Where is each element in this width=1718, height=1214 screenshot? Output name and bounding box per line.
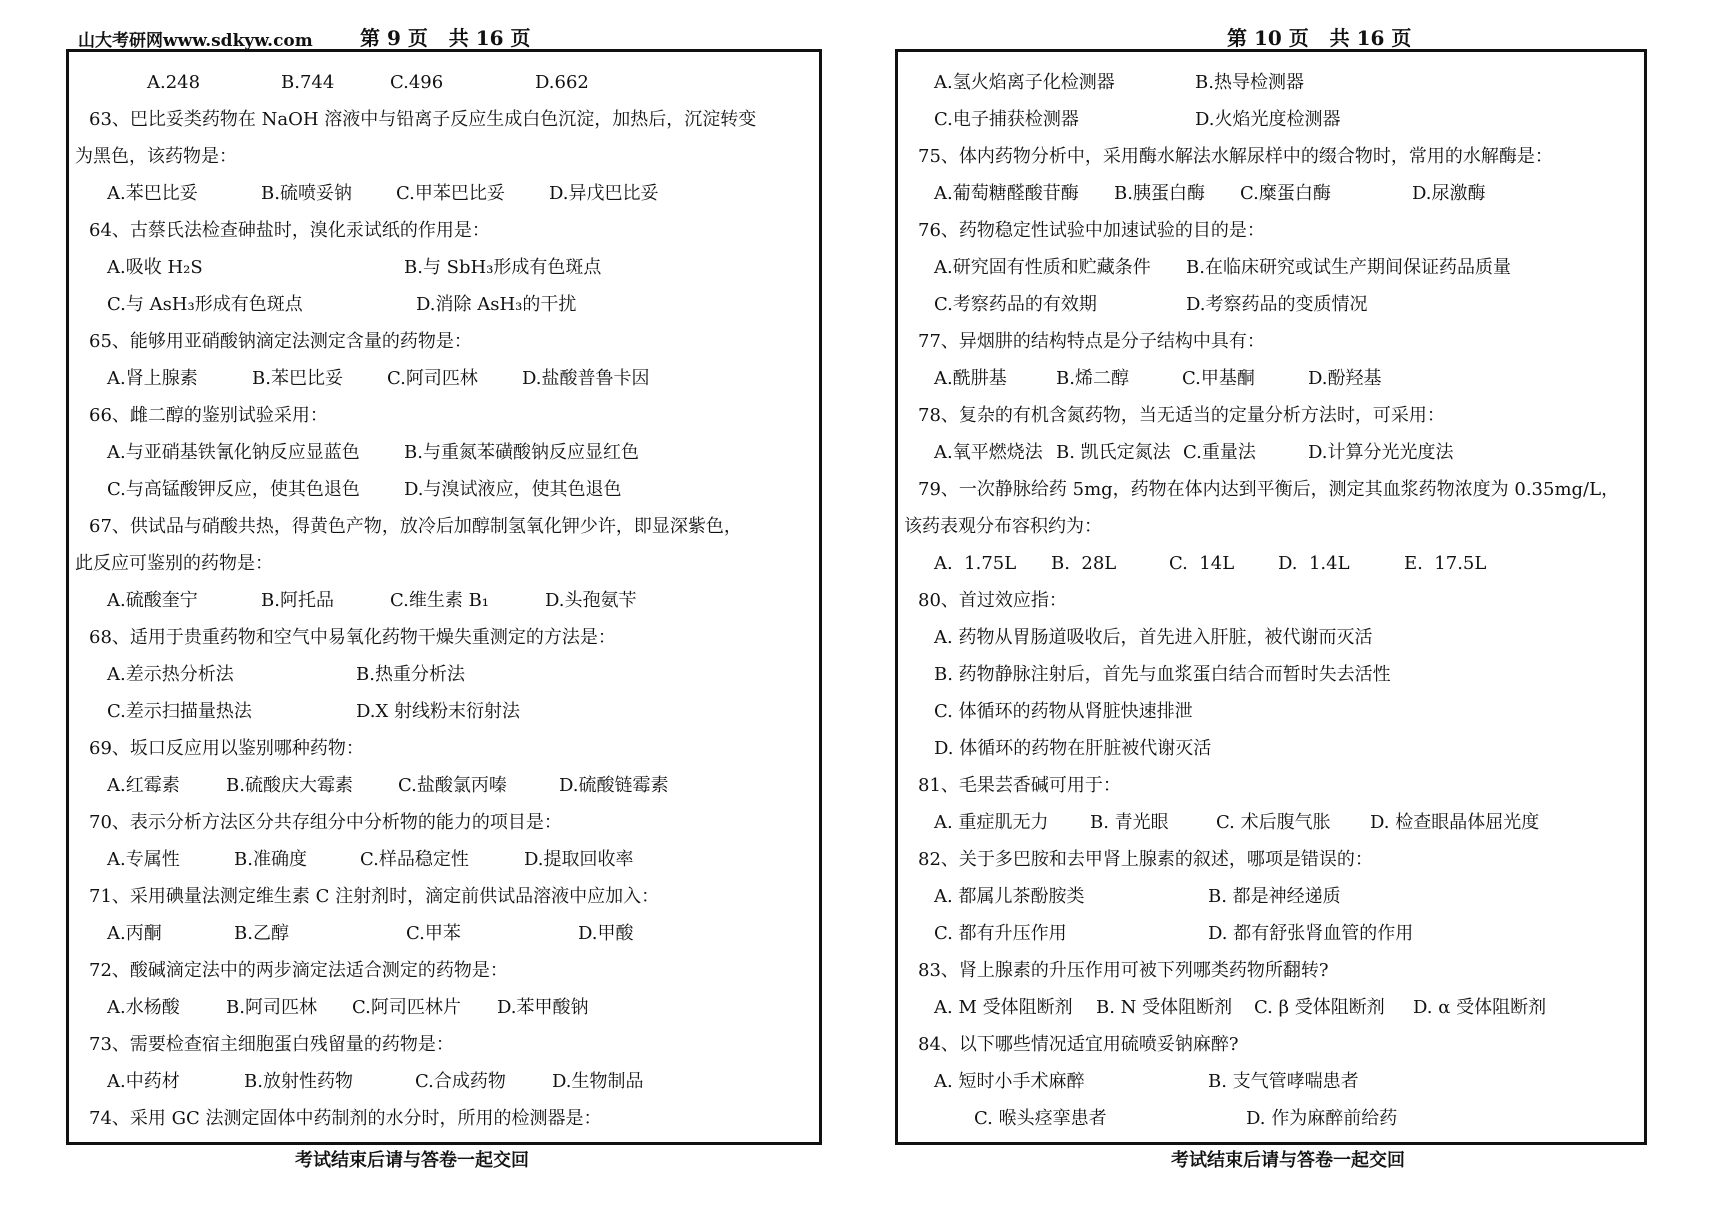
options-row: [898, 619, 1644, 656]
answer-option: D.头孢氨苄: [545, 590, 637, 611]
answer-option: B. 青光眼: [1090, 812, 1169, 833]
question-stem: 80、首过效应指：: [918, 590, 1067, 611]
answer-option: C.盐酸氯丙嗪: [398, 775, 507, 796]
answer-option: C.样品稳定性: [360, 849, 469, 870]
options-row: [69, 693, 819, 730]
answer-option: A.中药材: [107, 1071, 180, 1092]
answer-option: A.肾上腺素: [107, 368, 198, 389]
answer-option: B.热重分析法: [356, 664, 465, 685]
answer-option: A.研究固有性质和贮藏条件: [934, 257, 1151, 278]
header-page-number: 第 9 页 共 16 页: [360, 26, 531, 50]
options-row: [69, 434, 819, 471]
answer-option: A.氧平燃烧法: [934, 442, 1043, 463]
options-row: [69, 915, 819, 952]
answer-option: D.硫酸链霉素: [559, 775, 669, 796]
options-row: [69, 841, 819, 878]
answer-option: B.乙醇: [234, 923, 289, 944]
options-row: [69, 175, 819, 212]
answer-option: A.丙酮: [107, 923, 162, 944]
answer-option: C.维生素 B₁: [390, 590, 490, 611]
question-stem: 77、异烟肼的结构特点是分子结构中具有：: [918, 331, 1265, 352]
options-row: [898, 656, 1644, 693]
answer-option: B.在临床研究或试生产期间保证药品质量: [1186, 257, 1511, 278]
answer-option: C.重量法: [1183, 442, 1256, 463]
answer-option: A.差示热分析法: [107, 664, 234, 685]
question-box: [66, 49, 822, 1145]
options-row: [898, 434, 1644, 471]
answer-option: C.差示扫描量热法: [107, 701, 252, 722]
answer-option: C.甲苯巴比妥: [396, 183, 505, 204]
answer-option: B. 凯氏定氮法: [1056, 442, 1171, 463]
answer-option: B.放射性药物: [244, 1071, 353, 1092]
answer-option: B.阿托品: [261, 590, 334, 611]
answer-option: B.准确度: [234, 849, 307, 870]
answer-option: C. 体循环的药物从肾脏快速排泄: [934, 701, 1193, 722]
answer-option: C. β 受体阻断剂: [1254, 997, 1385, 1018]
options-row: [898, 915, 1644, 952]
answer-option: B.与 SbH₃形成有色斑点: [404, 257, 602, 278]
answer-option: D.计算分光光度法: [1308, 442, 1454, 463]
question-stem: 79、一次静脉给药 5mg，药物在体内达到平衡后，测定其血浆药物浓度为 0.35mg/L，: [918, 479, 1620, 500]
answer-option: B.胰蛋白酶: [1114, 183, 1205, 204]
answer-option: A.红霉素: [107, 775, 180, 796]
answer-option: D.生物制品: [552, 1071, 644, 1092]
options-row: [898, 360, 1644, 397]
answer-option: B.阿司匹林: [226, 997, 317, 1018]
question-stem: 72、酸碱滴定法中的两步滴定法适合测定的药物是：: [89, 960, 508, 981]
answer-option: D.酚羟基: [1308, 368, 1382, 389]
question-stem: 82、关于多巴胺和去甲肾上腺素的叙述，哪项是错误的：: [918, 849, 1373, 870]
answer-option: D. 1.4L: [1278, 553, 1350, 574]
answer-option: B.硫喷妥钠: [261, 183, 352, 204]
question-stem: 63、巴比妥类药物在 NaOH 溶液中与铅离子反应生成白色沉淀，加热后，沉淀转变: [89, 109, 757, 130]
question-stem: 75、体内药物分析中，采用酶水解法水解尿样中的缀合物时，常用的水解酶是：: [918, 146, 1553, 167]
answer-option: C.阿司匹林: [387, 368, 478, 389]
question-stem: 76、药物稳定性试验中加速试验的目的是：: [918, 220, 1265, 241]
answer-option: A. M 受体阻断剂: [934, 997, 1073, 1018]
question-stem: 84、以下哪些情况适宜用硫喷妥钠麻醉?: [918, 1034, 1239, 1055]
options-row: [69, 286, 819, 323]
answer-option: C. 都有升压作用: [934, 923, 1067, 944]
options-row: [898, 1063, 1644, 1100]
answer-option: A. 药物从胃肠道吸收后，首先进入肝脏，被代谢而灭活: [934, 627, 1373, 648]
answer-option: A. 1.75L: [934, 553, 1017, 574]
answer-option: E. 17.5L: [1404, 553, 1487, 574]
header-site: 山大考研网www.sdkyw.com: [78, 31, 313, 51]
answer-option: B. 支气管哮喘患者: [1208, 1071, 1359, 1092]
options-row: [69, 1063, 819, 1100]
question-stem: 73、需要检查宿主细胞蛋白残留量的药物是：: [89, 1034, 454, 1055]
answer-option: B.744: [281, 72, 335, 93]
answer-option: D. 都有舒张肾血管的作用: [1208, 923, 1414, 944]
options-row: [898, 64, 1644, 101]
footer-note: 考试结束后请与答卷一起交回: [1171, 1150, 1405, 1171]
question-stem: 81、毛果芸香碱可用于：: [918, 775, 1121, 796]
answer-option: A.酰肼基: [934, 368, 1007, 389]
answer-option: A. 都属儿茶酚胺类: [934, 886, 1085, 907]
answer-option: C.甲基酮: [1182, 368, 1255, 389]
options-row: [69, 64, 819, 101]
answer-option: A.248: [147, 72, 201, 93]
question-stem: 65、能够用亚硝酸钠滴定法测定含量的药物是：: [89, 331, 472, 352]
answer-option: A.葡萄糖醛酸苷酶: [934, 183, 1079, 204]
answer-option: B. N 受体阻断剂: [1096, 997, 1233, 1018]
answer-option: C.考察药品的有效期: [934, 294, 1097, 315]
answer-option: B.热导检测器: [1195, 72, 1304, 93]
options-row: [898, 101, 1644, 138]
right-page: [859, 0, 1718, 1214]
question-stem: 66、雌二醇的鉴别试验采用：: [89, 405, 328, 426]
answer-option: D.尿激酶: [1412, 183, 1486, 204]
answer-option: A.水杨酸: [107, 997, 180, 1018]
options-row: [898, 693, 1644, 730]
answer-option: C.与高锰酸钾反应，使其色退色: [107, 479, 360, 500]
answer-option: C.甲苯: [406, 923, 461, 944]
answer-option: D.考察药品的变质情况: [1186, 294, 1368, 315]
answer-option: D.提取回收率: [524, 849, 634, 870]
options-row: [69, 767, 819, 804]
options-row: [898, 175, 1644, 212]
answer-option: D. 检查眼晶体屈光度: [1370, 812, 1540, 833]
answer-option: B. 都是神经递质: [1208, 886, 1341, 907]
answer-option: D.苯甲酸钠: [497, 997, 589, 1018]
question-stem: 74、采用 GC 法测定固体中药制剂的水分时，所用的检测器是：: [89, 1108, 602, 1129]
question-continuation: 为黑色，该药物是：: [75, 146, 237, 167]
options-row: [898, 1100, 1644, 1137]
options-row: [898, 804, 1644, 841]
answer-option: A.氢火焰离子化检测器: [934, 72, 1115, 93]
answer-option: C.糜蛋白酶: [1240, 183, 1331, 204]
answer-option: D.消除 AsH₃的干扰: [416, 294, 577, 315]
options-row: [898, 878, 1644, 915]
question-stem: 64、古蔡氏法检查砷盐时，溴化汞试纸的作用是：: [89, 220, 490, 241]
options-row: [69, 360, 819, 397]
question-stem: 69、坂口反应用以鉴别哪种药物：: [89, 738, 364, 759]
answer-option: D. α 受体阻断剂: [1413, 997, 1547, 1018]
answer-option: A.硫酸奎宁: [107, 590, 198, 611]
question-stem: 83、肾上腺素的升压作用可被下列哪类药物所翻转?: [918, 960, 1329, 981]
answer-option: C.496: [390, 72, 444, 93]
answer-option: B.烯二醇: [1056, 368, 1129, 389]
answer-option: C.电子捕获检测器: [934, 109, 1079, 130]
answer-option: A.专属性: [107, 849, 180, 870]
question-content: [898, 64, 1644, 1137]
answer-option: C. 术后腹气胀: [1216, 812, 1331, 833]
options-row: [69, 471, 819, 508]
answer-option: C.合成药物: [415, 1071, 506, 1092]
answer-option: D.盐酸普鲁卡因: [522, 368, 650, 389]
options-row: [898, 730, 1644, 767]
answer-option: C. 喉头痉挛患者: [974, 1108, 1107, 1129]
question-stem: 70、表示分析方法区分共存组分中分析物的能力的项目是：: [89, 812, 562, 833]
footer-note: 考试结束后请与答卷一起交回: [295, 1150, 529, 1171]
answer-option: C. 14L: [1169, 553, 1235, 574]
options-row: [898, 989, 1644, 1026]
question-stem: 68、适用于贵重药物和空气中易氧化药物干燥失重测定的方法是：: [89, 627, 616, 648]
answer-option: D. 作为麻醉前给药: [1246, 1108, 1398, 1129]
options-row: [69, 582, 819, 619]
answer-option: B.苯巴比妥: [252, 368, 343, 389]
answer-option: A.与亚硝基铁氰化钠反应显蓝色: [107, 442, 360, 463]
answer-option: C.阿司匹林片: [352, 997, 461, 1018]
answer-option: C.与 AsH₃形成有色斑点: [107, 294, 303, 315]
answer-option: D.火焰光度检测器: [1195, 109, 1341, 130]
answer-option: A. 短时小手术麻醉: [934, 1071, 1085, 1092]
question-content: [69, 64, 819, 1137]
answer-option: D.甲酸: [578, 923, 634, 944]
answer-option: D.X 射线粉末衍射法: [356, 701, 521, 722]
answer-option: D.与溴试液应，使其色退色: [404, 479, 622, 500]
answer-option: B. 药物静脉注射后，首先与血浆蛋白结合而暂时失去活性: [934, 664, 1391, 685]
answer-option: A.苯巴比妥: [107, 183, 198, 204]
question-stem: 78、复杂的有机含氮药物，当无适当的定量分析方法时，可采用：: [918, 405, 1445, 426]
answer-option: B.硫酸庆大霉素: [226, 775, 353, 796]
options-row: [898, 286, 1644, 323]
question-stem: 71、采用碘量法测定维生素 C 注射剂时，滴定前供试品溶液中应加入：: [89, 886, 660, 907]
options-row: [69, 656, 819, 693]
question-box: [895, 49, 1647, 1145]
answer-option: B. 28L: [1051, 553, 1117, 574]
answer-option: D.异戊巴比妥: [549, 183, 659, 204]
answer-option: D. 体循环的药物在肝脏被代谢灭活: [934, 738, 1212, 759]
answer-option: D.662: [535, 72, 589, 93]
options-row: [69, 989, 819, 1026]
question-continuation: 此反应可鉴别的药物是：: [75, 553, 273, 574]
question-continuation: 该药表观分布容积约为：: [904, 516, 1102, 537]
question-stem: 67、供试品与硝酸共热，得黄色产物，放冷后加醇制氢氧化钾少许，即显深紫色，: [89, 516, 742, 537]
answer-option: A. 重症肌无力: [934, 812, 1049, 833]
header-page-number: 第 10 页 共 16 页: [1227, 26, 1412, 50]
options-row: [898, 249, 1644, 286]
answer-option: B.与重氮苯磺酸钠反应显红色: [404, 442, 639, 463]
options-row: [69, 249, 819, 286]
answer-option: A.吸收 H₂S: [107, 257, 203, 278]
options-row: [898, 545, 1644, 582]
